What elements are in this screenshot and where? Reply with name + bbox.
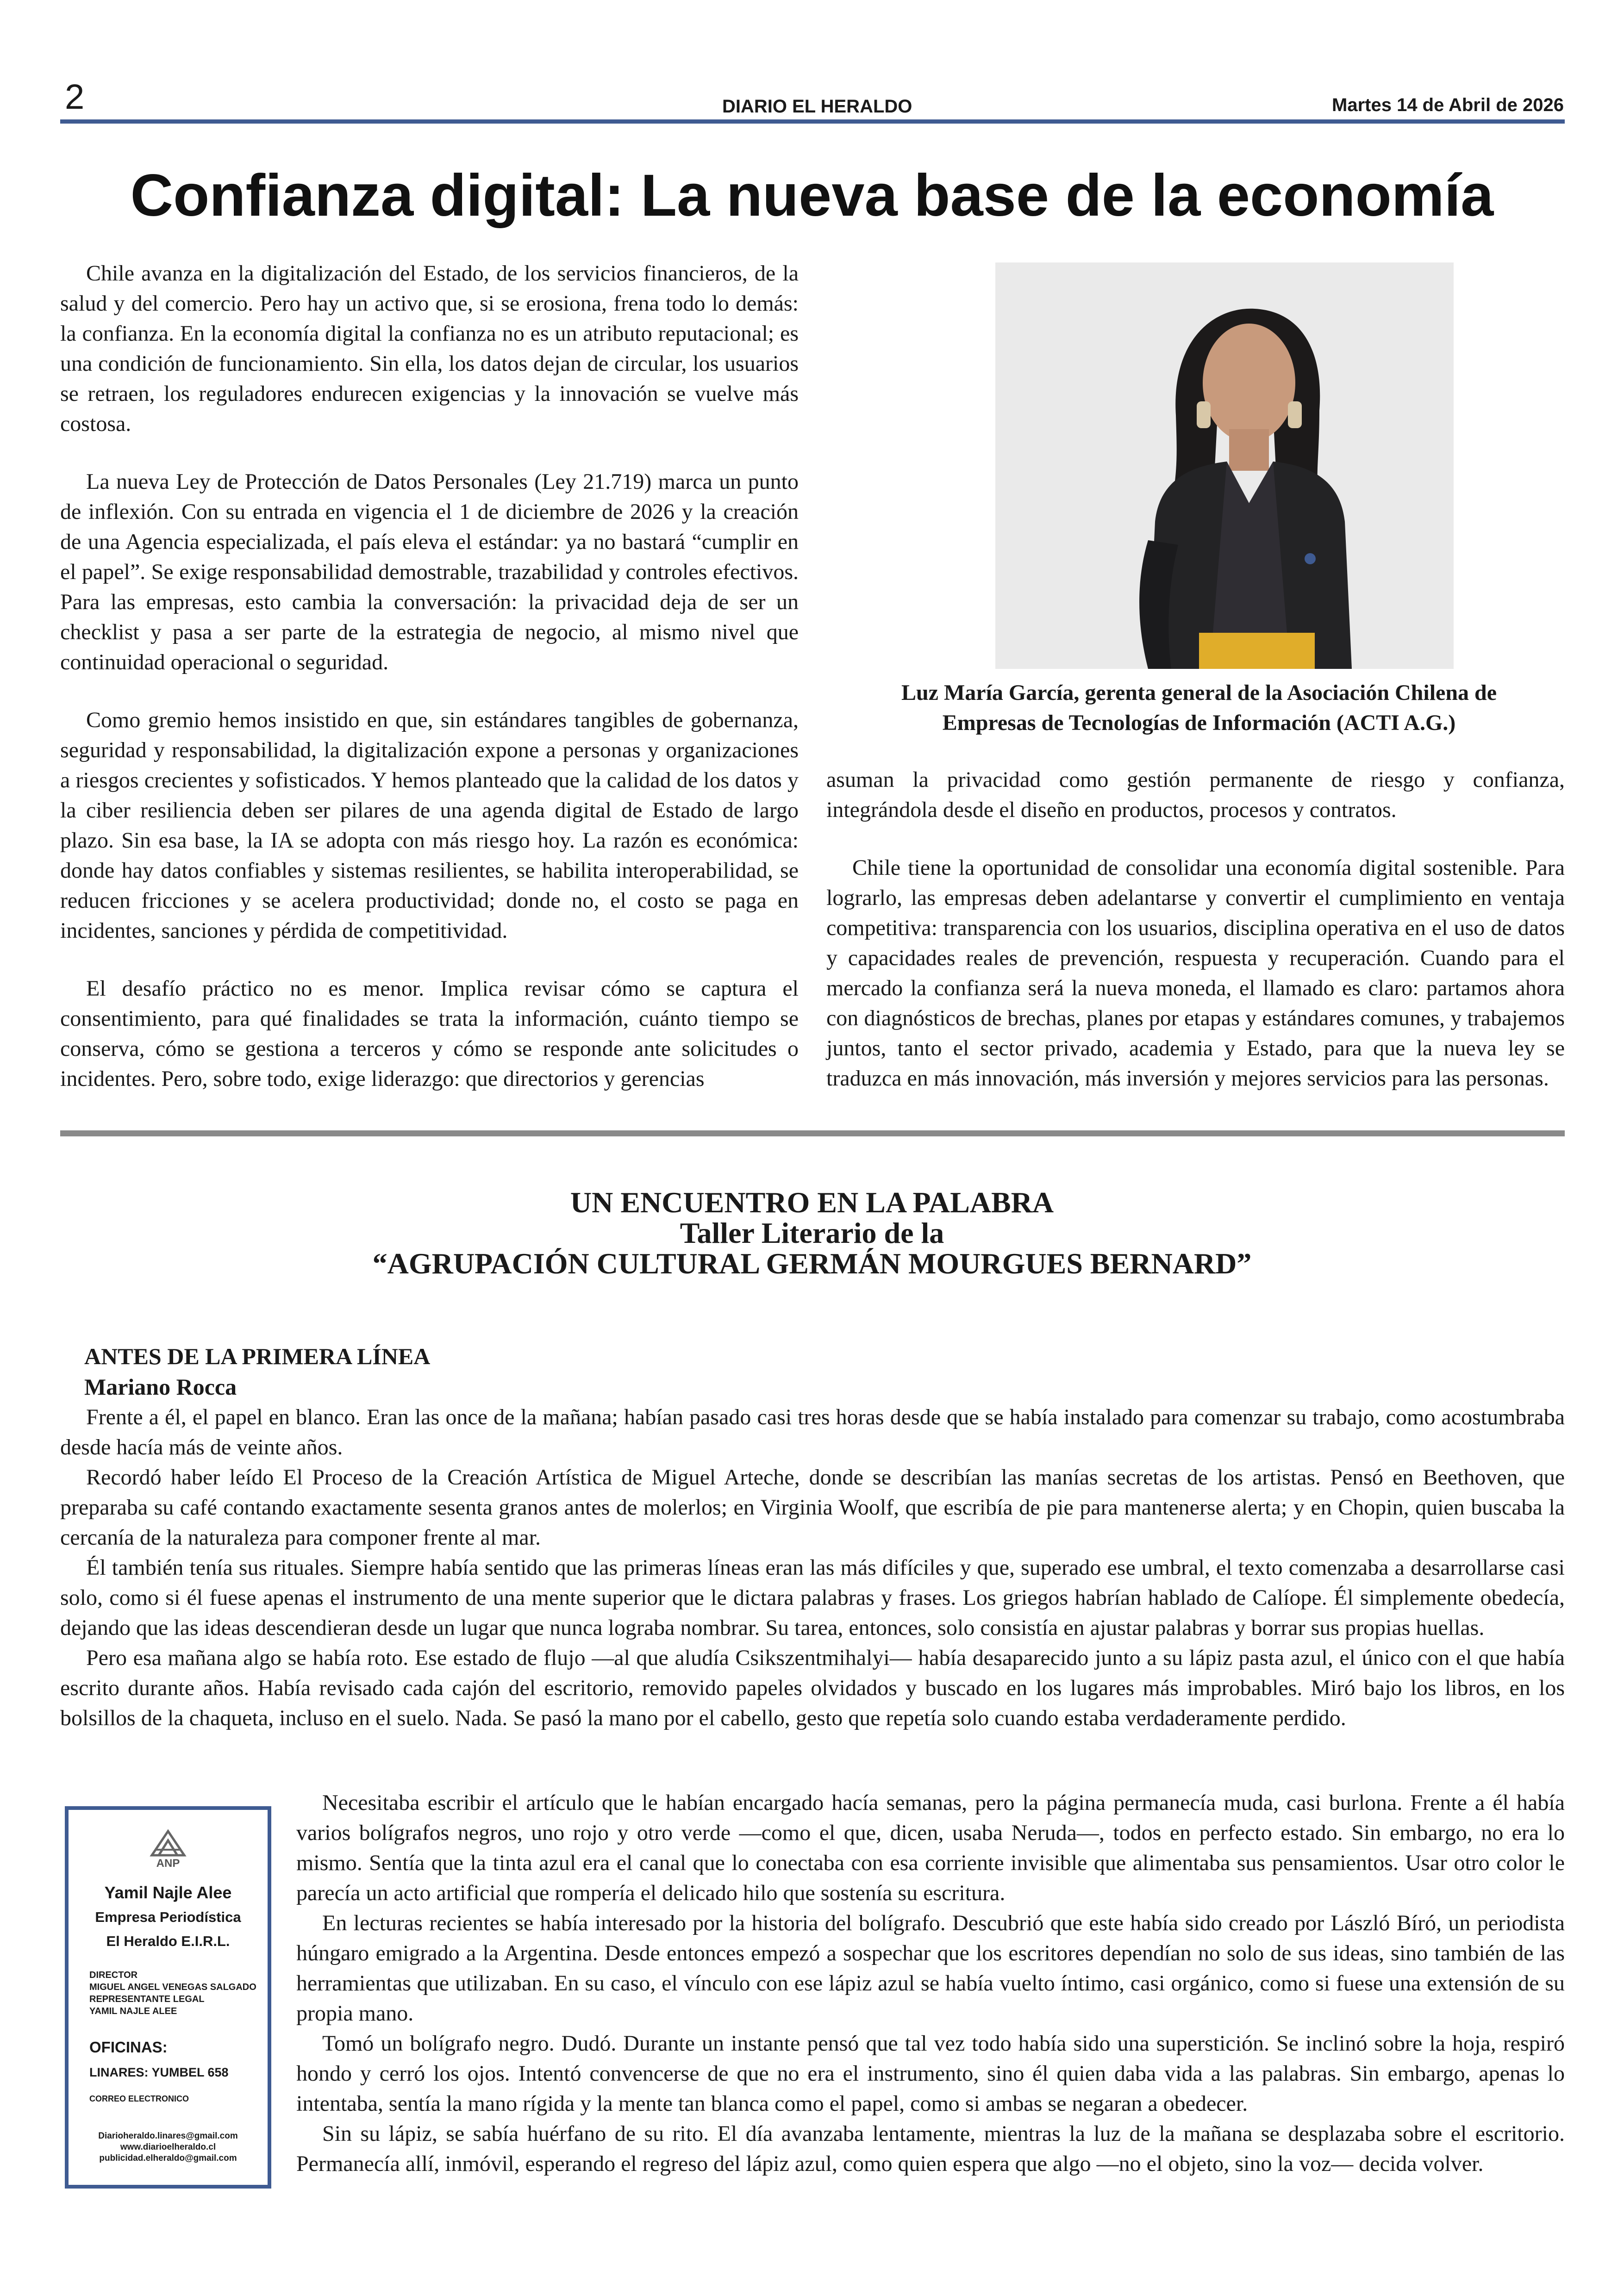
advertising-email-link[interactable]: publicidad.elheraldo@gmail.com — [99, 2153, 237, 2163]
story-title: ANTES DE LA PRIMERA LÍNEA — [84, 1343, 431, 1369]
story-body-bottom — [296, 1788, 1565, 2179]
story-author: Mariano Rocca — [84, 1374, 237, 1400]
story-paragraph: Sin su lápiz, se sabía huérfano de su rito. El día avanzaba lentamente, mientras la luz de la mañana se desplazaba sobre el escritorio. Permanecía allí, inmóvil, esperando el regreso del lápiz azul, como quien espera que algo —no el objeto, sino la voz— decida volver. — [296, 2121, 1565, 2176]
offices-label: OFICINAS: — [89, 2039, 168, 2056]
email-link[interactable]: Diarioheraldo.linares@gmail.com — [98, 2131, 238, 2141]
literary-heading-line2: Taller Literario de la — [680, 1216, 944, 1249]
story-paragraph: Necesitaba escribir el artículo que le habían encargado hacía semanas, pero la página permanecía muda, casi burlona. Frente a él había varios bolígrafos negros, uno rojo y otro verde —como el que, dicen, usaba Neruda—, todos en perfecto estado. Sin embargo, no era lo mismo. Sentía que la tinta azul era el canal que lo conectaba con esa corriente invisible que alimentaba sus pensamientos. Usar otro color le parecía un acto artificial que rompería el delicado hilo que sostenía su escritura. — [296, 1790, 1565, 1905]
issue-date: Martes 14 de Abril de 2026 — [1332, 95, 1564, 115]
section-divider — [60, 1130, 1565, 1136]
story-paragraph: En lecturas recientes se había interesado por la historia del bolígrafo. Descubrió que este había sido creado por László Bíró, un periodista húngaro emigrado a la Argentina. Desde entonces empezó a sospechar que los escritores dependían no solo de sus ideas, sino también de las herramientas que utilizaban. En su caso, el vínculo con ese lápiz azul se había vuelto íntimo, casi orgánico, como si fuese una extensión de su propia mano. — [296, 1911, 1565, 2026]
story-paragraph: Tomó un bolígrafo negro. Dudó. Durante un instante pensó que tal vez todo había sido una superstición. Se inclinó sobre la hoja, respiró hondo y cerró los ojos. Intentó convencerse de que no era el instrumento, sino él quien daba vida a las palabras. Sin embargo, apenas lo intentaba, sentía la mano rígida y la mente tan blanca como el papel, como si ambas se negaran a obedecer. — [296, 2031, 1565, 2116]
article-paragraph: Como gremio hemos insistido en que, sin estándares tangibles de gobernanza, seguridad y responsabilidad, la digitalización expone a personas y organizaciones a riesgos crecientes y sofisticados. Y hemos planteado que la calidad de los datos y la ciber resiliencia deben ser pilares de una agenda digital de Estado de largo plazo. Sin esa base, la IA se adopta con más riesgo hoy. La razón es económica: donde hay datos confiables y sistemas resilientes, se habilita interoperabilidad, se reducen fricciones y se acelera productividad; donde no, el costo se paga en incidentes, sanciones y pérdida de competitividad. — [60, 708, 799, 943]
anp-logo-text: ANP — [156, 1857, 180, 1870]
article-paragraph: Chile avanza en la digitalización del Estado, de los servicios financieros, de la salud y del comercio. Pero hay un activo que, si se erosiona, frena todo lo demás: la confianza. En la economía digital la confianza no es un atributo reputacional; es una condición de funcionamiento. Sin ella, los datos dejan de circular, los usuarios se retraen, los reguladores endurecen exigencias y la innovación se vuelve más costosa. — [60, 261, 799, 436]
article-paragraph: asuman la privacidad como gestión permanente de riesgo y confianza, integrándola desde el diseño en productos, procesos y contratos. — [826, 767, 1565, 822]
portrait-photo — [995, 262, 1454, 669]
literary-heading-line1: UN ENCUENTRO EN LA PALABRA — [570, 1186, 1054, 1219]
legal-rep-label: REPRESENTANTE LEGAL — [89, 1994, 205, 2004]
website-link[interactable]: www.diarioelheraldo.cl — [120, 2142, 216, 2152]
article-headline: Confianza digital: La nueva base de la economía — [130, 162, 1494, 229]
masthead-owner: Yamil Najle Alee — [104, 1883, 232, 1902]
page-number: 2 — [65, 77, 85, 117]
offices-value: LINARES: YUMBEL 658 — [89, 2065, 229, 2079]
legal-rep-name: YAMIL NAJLE ALEE — [89, 2006, 177, 2016]
masthead-box — [65, 1806, 271, 2189]
article-column-left — [60, 258, 799, 1094]
literary-heading-line3: “AGRUPACIÓN CULTURAL GERMÁN MOURGUES BERNARD” — [372, 1247, 1252, 1280]
masthead-company-line2: El Heraldo E.I.R.L. — [106, 1933, 230, 1949]
anp-logo-icon — [147, 1827, 189, 1860]
director-name: MIGUEL ANGEL VENEGAS SALGADO — [89, 1982, 256, 1992]
photo-caption: Luz María García, gerenta general de la Asociación Chilena de Empresas de Tecnologías de Información (ACTI A.G.) — [901, 680, 1497, 735]
story-paragraph: Frente a él, el papel en blanco. Eran las once de la mañana; habían pasado casi tres horas desde que se había instalado para comenzar su trabajo, como acostumbraba desde hacía más de veinte años. — [60, 1405, 1565, 1459]
email-label: CORREO ELECTRONICO — [89, 2094, 189, 2103]
header-rule — [60, 119, 1565, 124]
story-paragraph: Él también tenía sus rituales. Siempre había sentido que las primeras líneas eran las más difíciles y que, superado ese umbral, el texto comenzaba a desarrollarse casi solo, como si él fuese apenas el instrumento de una mente superior que le dictara palabras y frases. Los griegos habrían hablado de Calíope. Él simplemente obedecía, dejando que las ideas descendieran desde un lugar que nunca lograba nombrar. Su tarea, entonces, solo consistía en ajustar palabras y borrar sus propias huellas. — [60, 1555, 1565, 1640]
story-paragraph: Pero esa mañana algo se había roto. Ese estado de flujo —al que aludía Csikszentmihalyi— había desaparecido junto a su lápiz pasta azul, el único con el que había escrito durante años. Había revisado cada cajón del escritorio, removido papeles olvidados y buscado en los lugares más improbables. Miró bajo los libros, en los bolsillos de la chaqueta, incluso en el suelo. Nada. Se pasó la mano por el cabello, gesto que repetía solo cuando estaba verdaderamente perdido. — [60, 1646, 1565, 1730]
story-paragraph: Recordó haber leído El Proceso de la Creación Artística de Miguel Arteche, donde se describían las manías secretas de los artistas. Pensó en Beethoven, que preparaba su café contando exactamente sesenta granos antes de molerlos; en Virginia Woolf, que escribía de pie para mantenerse alerta; y en Chopin, quien buscaba la cercanía de la naturaleza para componer frente al mar. — [60, 1465, 1565, 1550]
director-label: DIRECTOR — [89, 1970, 138, 1980]
portrait-illustration — [995, 262, 1454, 669]
literary-section-heading — [0, 1187, 1624, 1279]
article-paragraph: El desafío práctico no es menor. Implica revisar cómo se captura el consentimiento, para qué finalidades se trata la información, cuánto tiempo se conserva, cómo se gestiona a terceros y cómo se responde ante solicitudes o incidentes. Pero, sobre todo, exige liderazgo: que directorios y gerencias — [60, 976, 799, 1091]
article-column-right — [826, 765, 1565, 1093]
article-paragraph: La nueva Ley de Protección de Datos Personales (Ley 21.719) marca un punto de inflexión. Con su entrada en vigencia el 1 de diciembre de 2026 y la creación de una Agencia especializada, el país eleva el estándar: ya no bastará “cumplir en el papel”. Se exige responsabilidad demostrable, trazabilidad y controles efectivos. Para las empresas, esto cambia la conversación: la privacidad deja de ser un checklist y pasa a ser parte de la estrategia de negocio, al mismo nivel que continuidad operacional o seguridad. — [60, 469, 799, 674]
newspaper-name: DIARIO EL HERALDO — [722, 96, 912, 117]
article-paragraph: Chile tiene la oportunidad de consolidar una economía digital sostenible. Para lograrlo, las empresas deben adelantarse y convertir el cumplimiento en ventaja competitiva: transparencia con los usuarios, disciplina operativa en el uso de datos y capacidades reales de prevención, respuesta y recuperación. Cuando para el mercado la confianza será la nueva moneda, el llamado es claro: partamos ahora con diagnósticos de brechas, planes por etapas y estándares comunes, y trabajemos juntos, tanto el sector privado, academia y Estado, para que la nueva ley se traduzca en más innovación, más inversión y mejores servicios para las personas. — [826, 855, 1565, 1091]
masthead-company-line1: Empresa Periodística — [95, 1909, 241, 1925]
story-body-top — [60, 1402, 1565, 1733]
